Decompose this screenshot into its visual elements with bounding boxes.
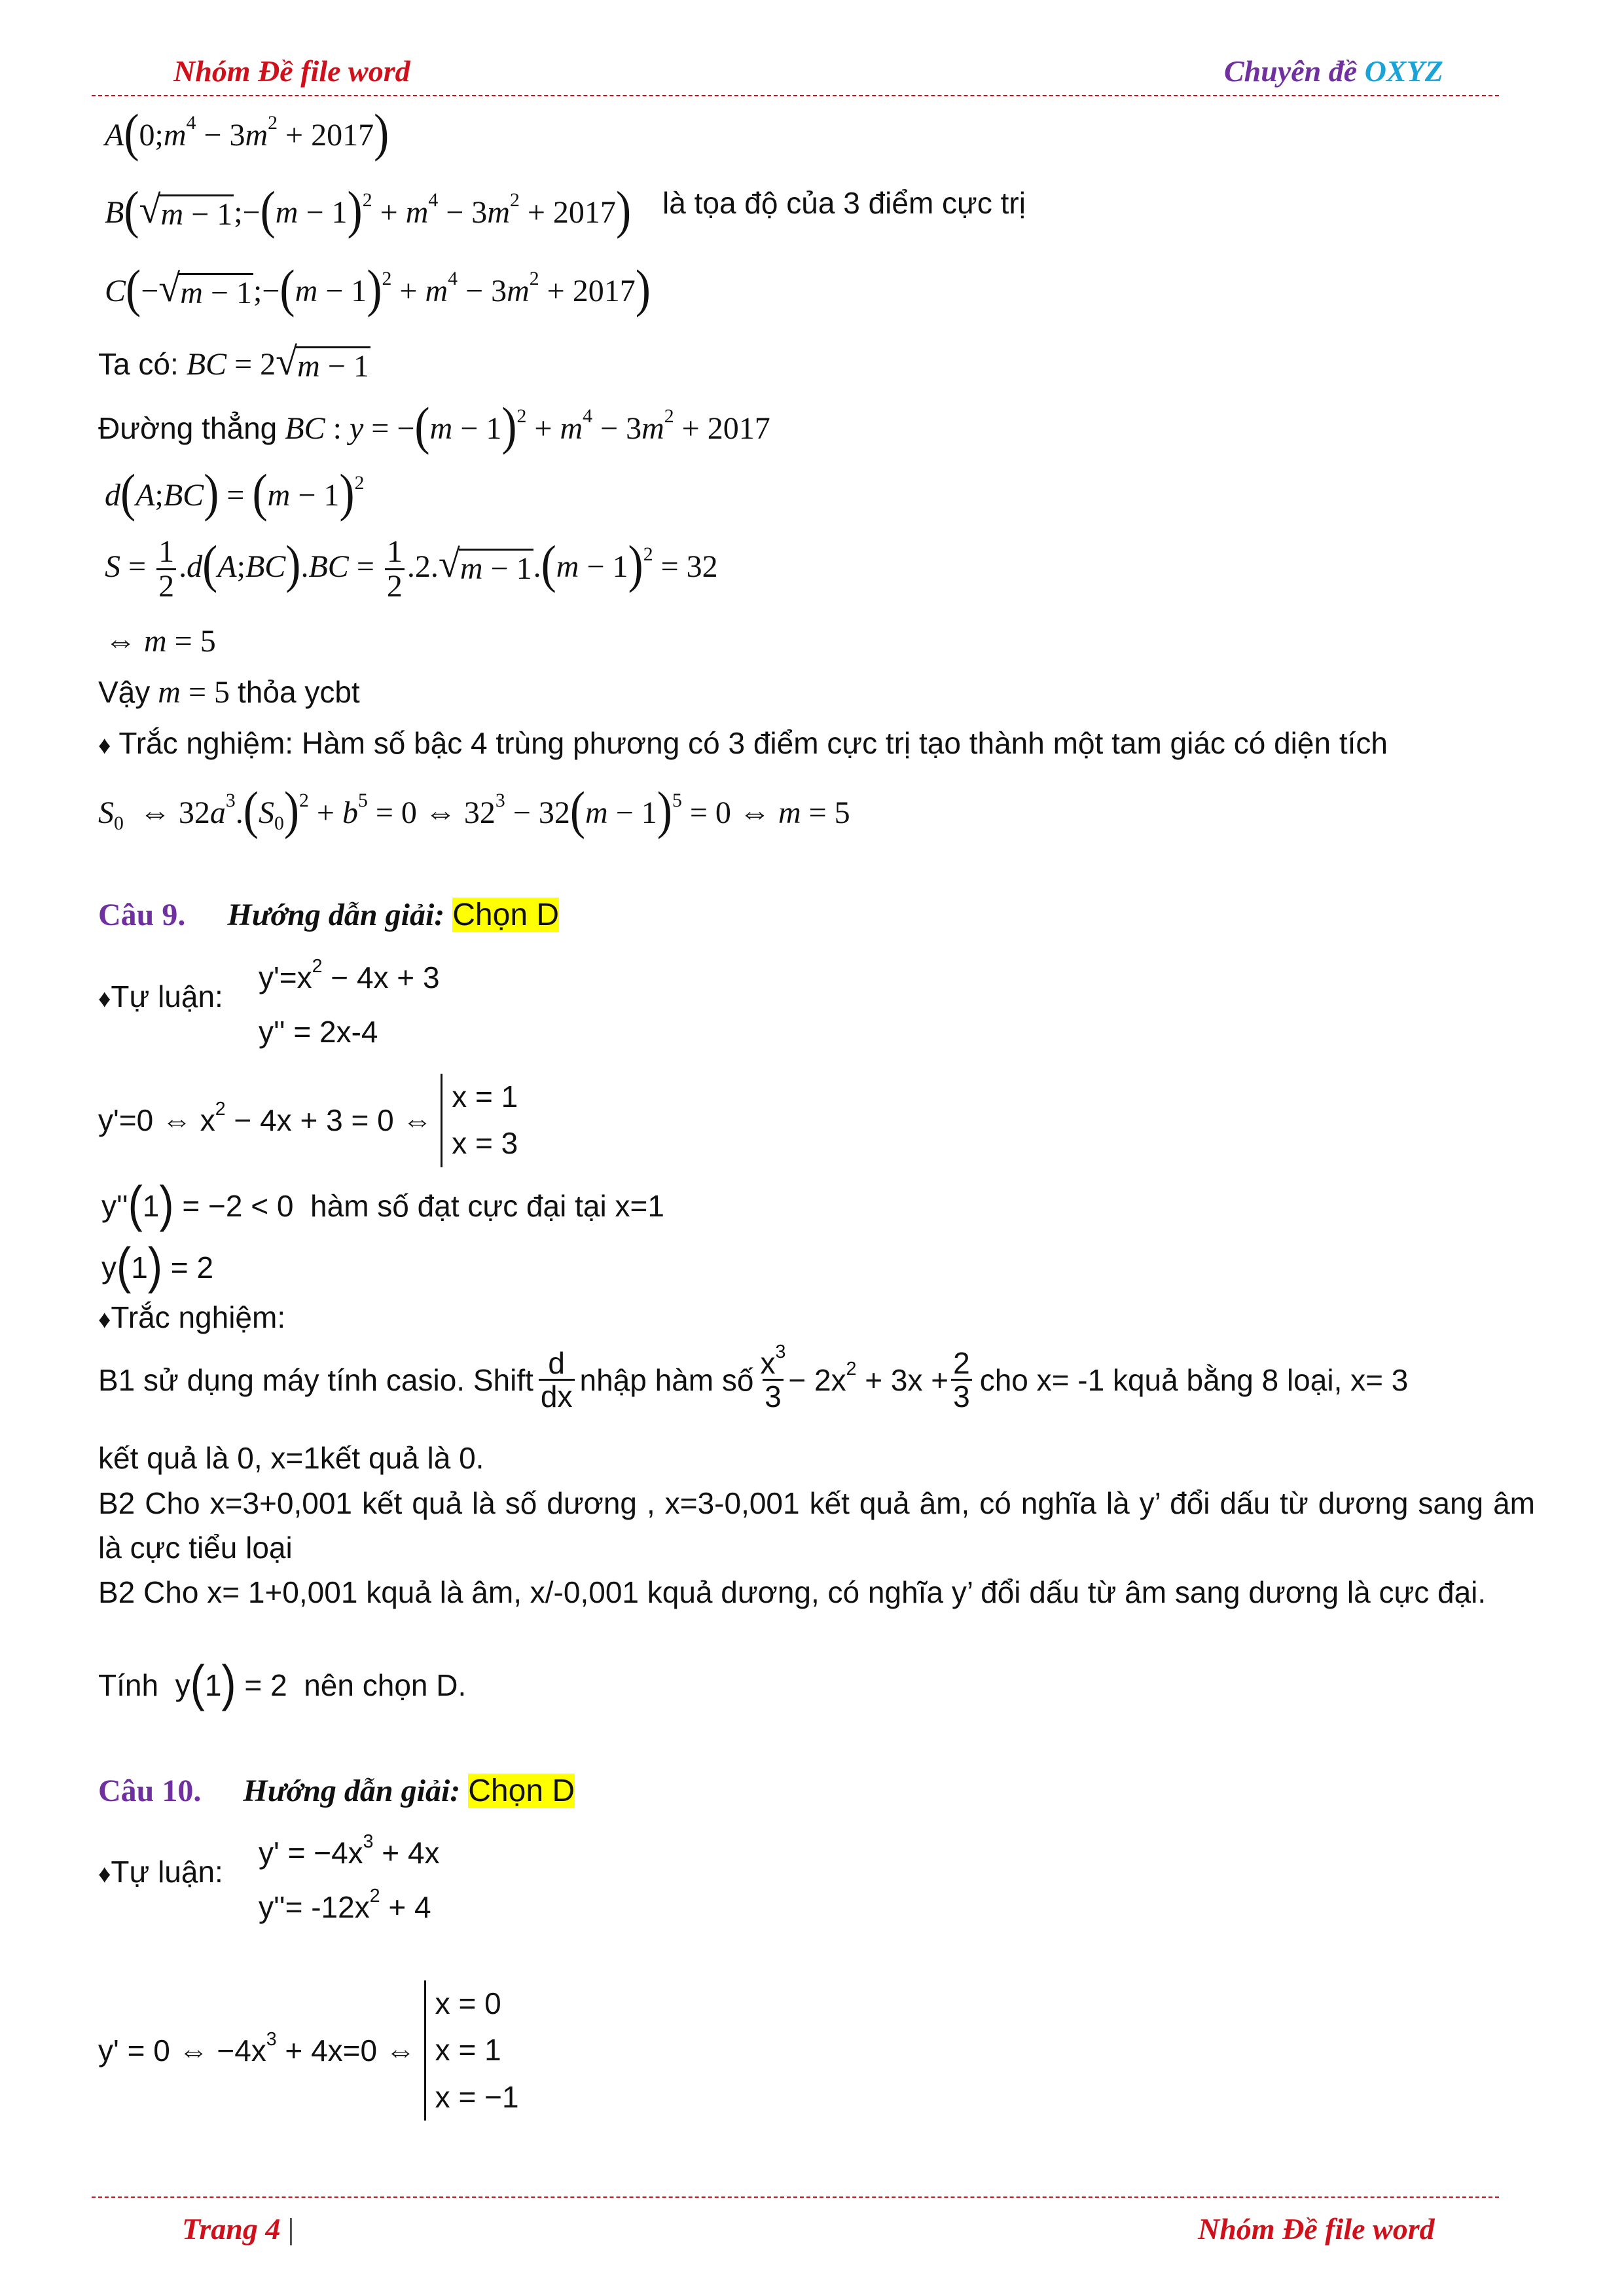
footer-right: Nhóm Đề file word: [1198, 2212, 1435, 2246]
footer-separator: |: [287, 2212, 295, 2246]
points-label: là tọa độ của 3 điểm cực trị: [662, 186, 1026, 220]
cau9-roots: y'=0 ⇔ $x^2 - 4x + 3 = 0$ ⇔ x = 1 x = 3: [98, 1074, 518, 1167]
header-rule: [92, 95, 1499, 96]
cau9-tu-luan: [98, 979, 223, 1015]
vay-label: Vậy: [98, 675, 151, 709]
tinh-label: Tính: [98, 1668, 159, 1702]
cau10-derivatives: $y' = -4x^3 + 4x$ $y''= -12x^2 + 4$: [259, 1831, 440, 1924]
area-formula: S = $\frac{1}{2}$ .d(A;BC).BC = $\frac{1}{2}$ .2. √ m − 1 $.(m - 1)^2 = 32$: [105, 534, 718, 604]
bc-length: Ta có: BC = 2 √ m − 1: [98, 340, 369, 384]
diamond-bullet-icon: ♦: [98, 1306, 111, 1334]
cau9-b1: B1 sử dụng máy tính casio. Shift $\frac{d}{dx}$ nhập hàm số $\frac{x^3}{3}$ − $2x^2 + 3x$ + $\frac{2}{3}$ cho x= -1 kquả bằng 8 loại, x= 3: [98, 1341, 1409, 1414]
header-right: [1224, 54, 1443, 88]
area-shortcut-formula: $S_0$ ⇔ $32a^3.(S_0)^2 + b^5 = 0$ ⇔ $32^3 - 32(m - 1)^5 = 0$ ⇔ m = 5: [98, 782, 850, 840]
nen-label: nên chọn D.: [304, 1668, 467, 1702]
cau9-b2: B2 Cho x=3+0,001 kết quả là số dương , x=3-0,001 kết quả âm, có nghĩa là y’ đổi dấu từ dương sang âm là cực tiểu loại: [98, 1486, 1535, 1565]
cau10-title: Câu 10.: [98, 1774, 202, 1808]
b1-part-c: cho x= -1 kquả bằng 8 loại, x= 3: [979, 1362, 1409, 1397]
distance-formula: d(A;BC) = $(m - 1)^2$: [105, 464, 365, 522]
tu-luan-label: Tự luận:: [111, 1855, 223, 1889]
cau9-max-text: hàm số đạt cực đại tại x=1: [310, 1189, 664, 1223]
cau9-trac-nghiem: ♦Trắc nghiệm:: [98, 1300, 286, 1334]
ta-co-label: Ta có:: [98, 347, 179, 381]
cau9-guide: Hướng dẫn giải:: [227, 898, 445, 932]
header-right-prefix: Chuyên đề: [1224, 54, 1358, 88]
b1-part-b: nhập hàm số: [579, 1362, 754, 1397]
cau9-heading: [98, 897, 559, 933]
cau9-second-derivative: y''(1) = −2 < 0 hàm số đạt cực đại tại x=1: [101, 1176, 664, 1233]
tu-luan-label: Tự luận:: [111, 979, 223, 1013]
cau10-tu-luan: [98, 1854, 223, 1890]
diamond-bullet-icon: ♦: [98, 985, 111, 1013]
trac-nghiem-8: ♦ Trắc nghiệm: Hàm số bậc 4 trùng phương có 3 điểm cực trị tạo thành một tam giác có diện tích: [98, 726, 1388, 760]
cau9-b3: B2 Cho x= 1+0,001 kquả là âm, x/-0,001 kquả dương, có nghĩa y’ đổi dấu từ âm sang dương là cực đại.: [98, 1575, 1487, 1609]
footer-page-number: 4: [265, 2212, 281, 2246]
b1-part-a: B1 sử dụng máy tính casio. Shift: [98, 1362, 533, 1397]
footer-page: [182, 2212, 294, 2246]
cau9-b1-cont: kết quả là 0, x=1kết quả là 0.: [98, 1441, 484, 1475]
cau10-heading: [98, 1773, 575, 1809]
point-a: $A(0;m^4 - 3m^2 + 2017)$: [105, 104, 389, 162]
footer-page-prefix: Trang: [182, 2212, 258, 2246]
thoa-label: thỏa ycbt: [238, 675, 360, 709]
solution-m: ⇔ m = 5: [105, 624, 216, 659]
cau9-max-value: y(1) = 2: [101, 1238, 214, 1294]
line-bc: Đường thẳng BC : $y = -(m - 1)^2 + m^4 - 3m^2 + 2017$: [98, 397, 770, 456]
cau9-derivatives: $y'=x^2 - 4x + 3$ y'' = 2x-4: [259, 955, 440, 1049]
diamond-bullet-icon: ♦: [98, 732, 111, 759]
cau10-guide: Hướng dẫn giải:: [243, 1774, 461, 1808]
cau9-title: Câu 9.: [98, 898, 186, 932]
duong-thang-label: Đường thẳng: [98, 411, 278, 445]
cau9-tinh: Tính y(1) = 2 nên chọn D.: [98, 1656, 467, 1712]
point-b: B( √ m − 1 ;−(m − $1)^2 + m^4 - 3m^2 + 2017$): [105, 181, 632, 240]
conclusion: Vậy m = 5 thỏa ycbt: [98, 675, 360, 710]
point-c: C(− √ m − 1 ;−(m − $1)^2 + m^4 - 3m^2 + 2017$): [105, 260, 651, 318]
cau10-answer: Chọn D: [468, 1774, 575, 1808]
cau10-roots: y' = 0 ⇔ $-4x^3 + 4x=0$ ⇔ x = 0 x = 1 x = −1: [98, 1980, 519, 2121]
header-right-accent: OXYZ: [1364, 54, 1443, 88]
cau9-answer: Chọn D: [452, 898, 560, 932]
header-left: Nhóm Đề file word: [173, 54, 410, 88]
diamond-bullet-icon: ♦: [98, 1861, 111, 1888]
footer-rule: [92, 2196, 1499, 2198]
